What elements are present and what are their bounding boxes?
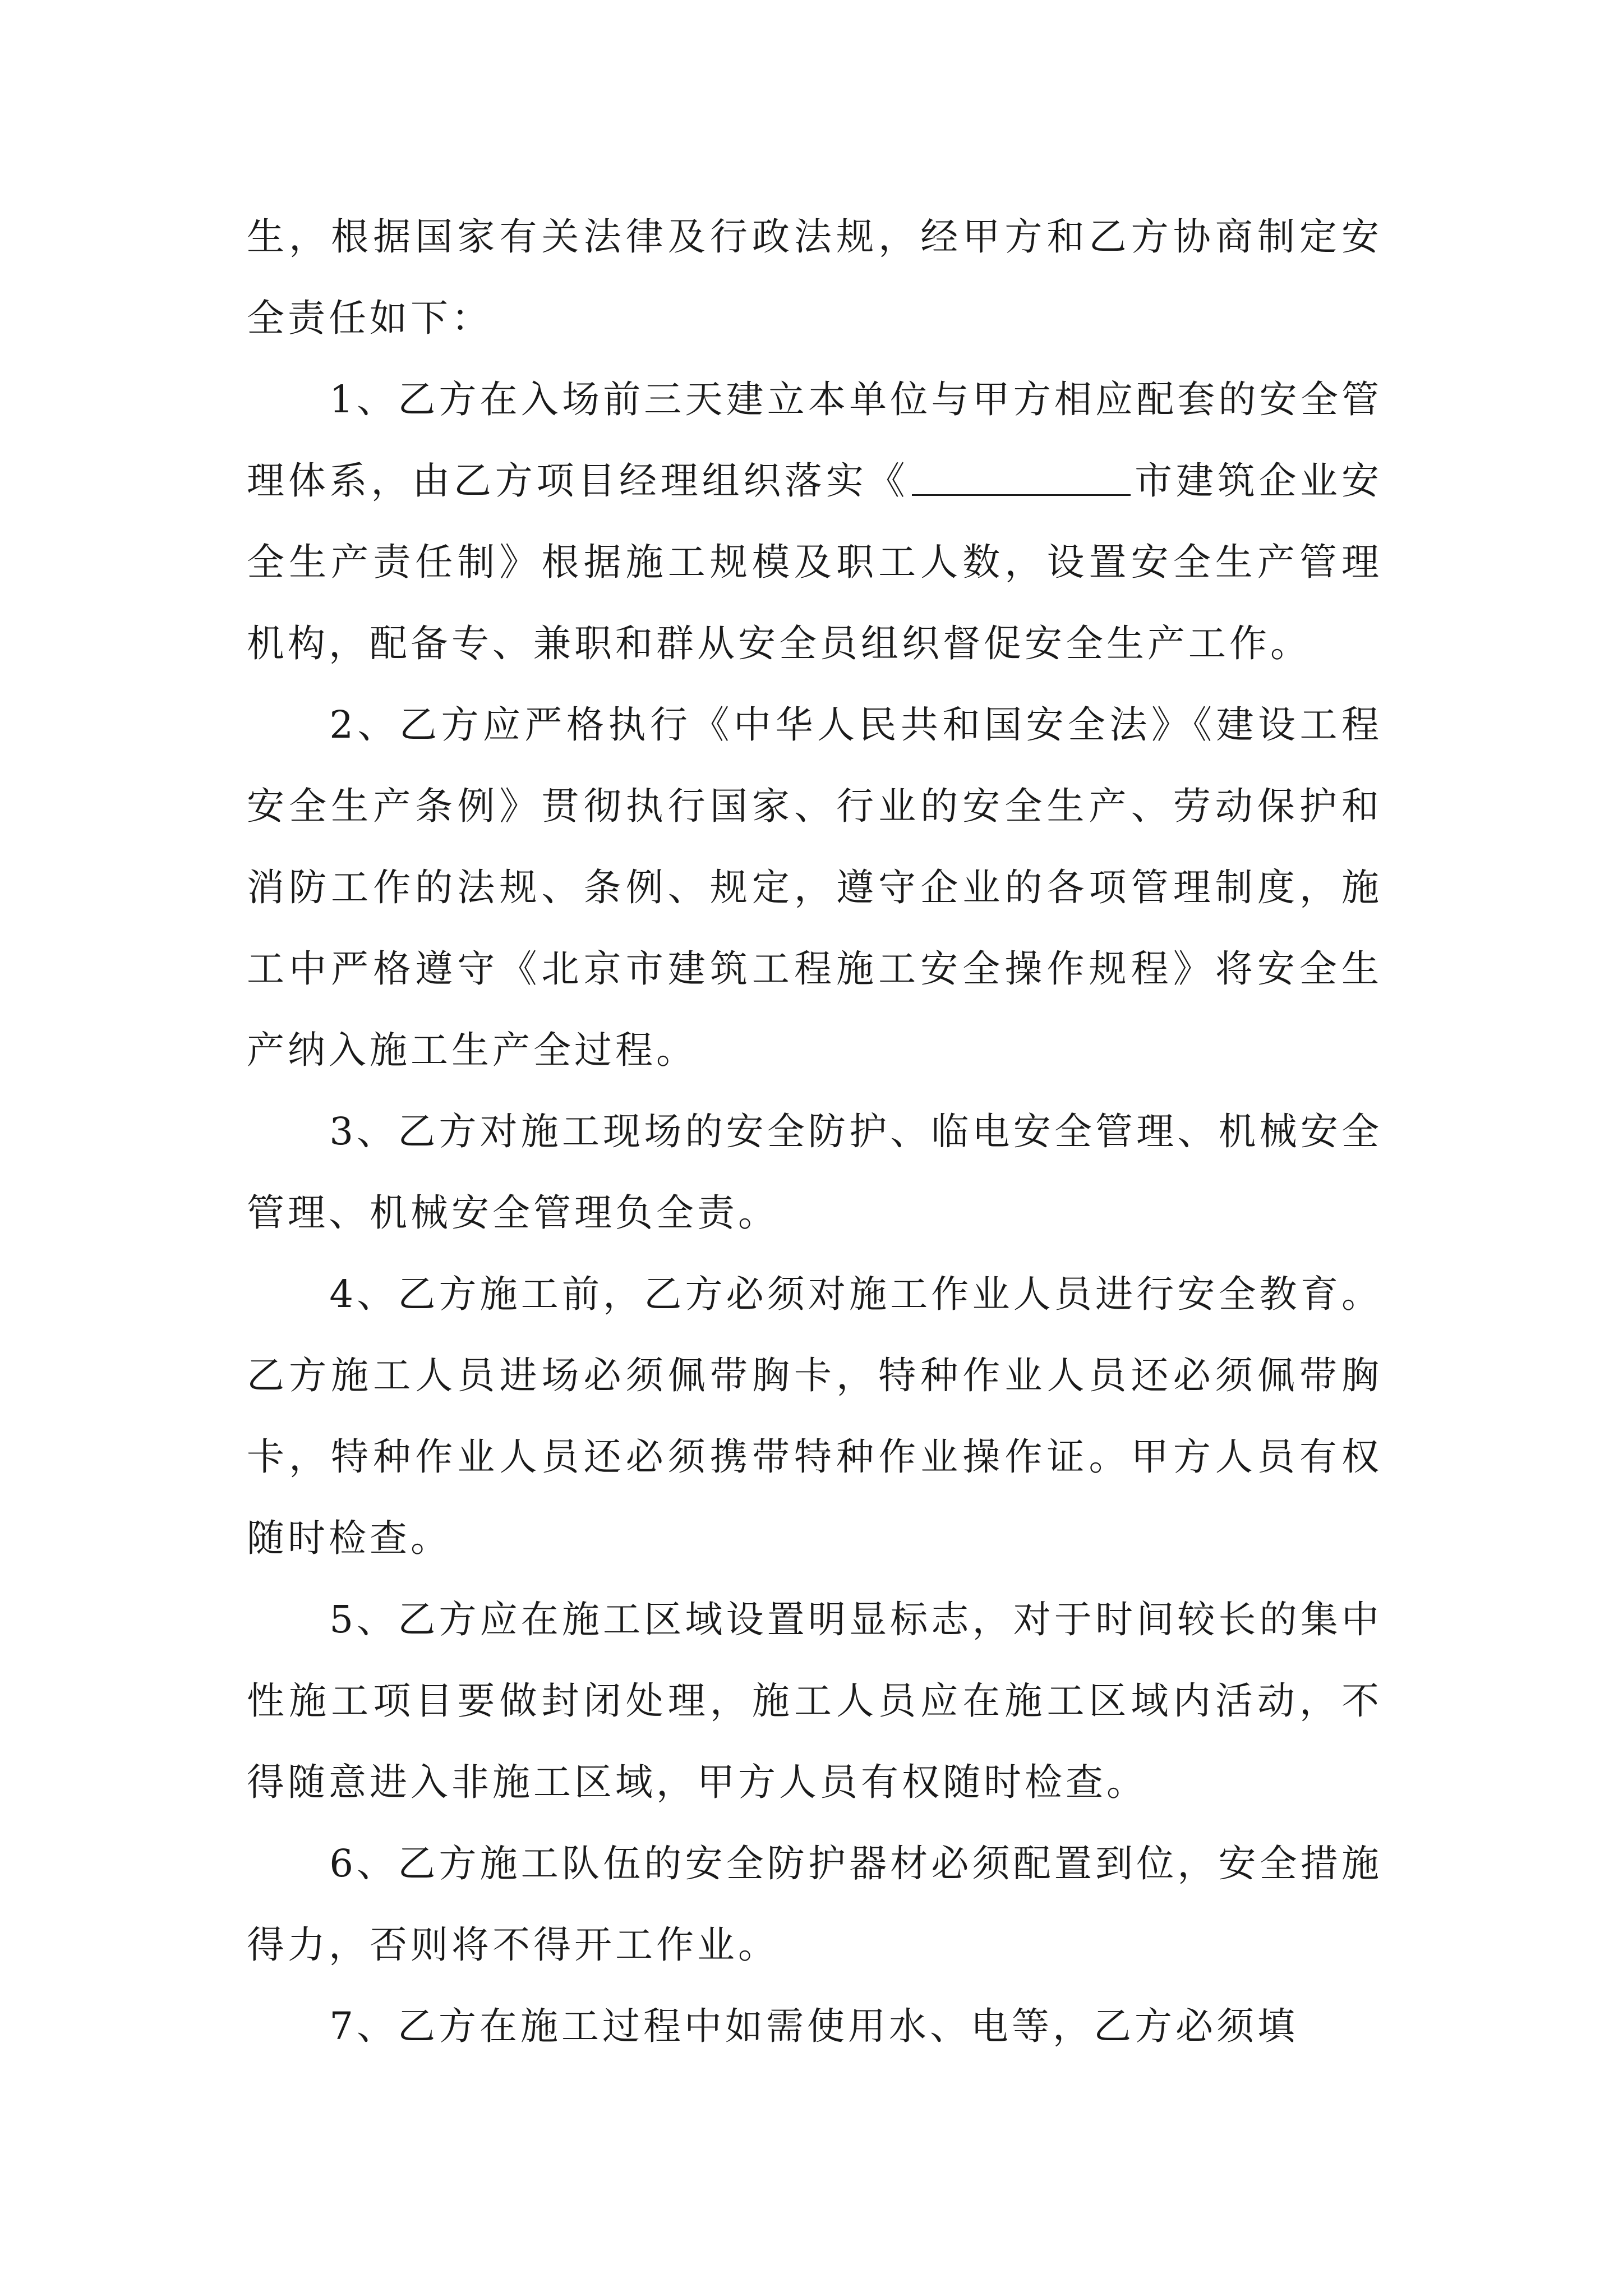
clause-1-text-after-blank: 市建筑企业安全生产责任制》根据施工规模及职工人数，设置安全生产管理机构，配备专、兼职和群从安全员组织督促安全生产工作。 — [247, 459, 1383, 665]
paragraph-clause-7: 7、乙方在施工过程中如需使用水、电等，乙方必须填 — [329, 2004, 1299, 2048]
paragraph-intro-continuation: 生，根据国家有关法律及行政法规，经甲方和乙方协商制定安全责任如下： — [247, 215, 1382, 340]
paragraph-clause-5: 5、乙方应在施工区域设置明显标志，对于时间较长的集中性施工项目要做封闭处理，施工人员应在施工区域内活动，不得随意进入非施工区域，甲方人员有权随时检查。 — [247, 1598, 1382, 1804]
paragraph-clause-2: 2、乙方应严格执行《中华人民共和国安全法》《建设工程安全生产条例》贯彻执行国家、行业的安全生产、劳动保护和消防工作的法规、条例、规定，遵守企业的各项管理制度，施工中严格遵守《北京市建筑工程施工安全操作规程》将安全生产纳入施工生产全过程。 — [247, 703, 1382, 1072]
paragraph-clause-1 — [247, 359, 1382, 684]
document-page — [247, 196, 1382, 2067]
clause-1-text-before-blank: 1、乙方在入场前三天建立本单位与甲方相应配套的安全管理体系，由乙方项目经理组织落实《 — [247, 378, 1382, 503]
paragraph-clause-4: 4、乙方施工前，乙方必须对施工作业人员进行安全教育。乙方施工人员进场必须佩带胸卡，特种作业人员还必须佩带胸卡，特种作业人员还必须携带特种作业操作证。甲方人员有权随时检查。 — [247, 1272, 1382, 1560]
fill-in-blank-city — [912, 461, 1131, 496]
paragraph-clause-6: 6、乙方施工队伍的安全防护器材必须配置到位，安全措施得力，否则将不得开工作业。 — [247, 1842, 1382, 1967]
paragraph-clause-3: 3、乙方对施工现场的安全防护、临电安全管理、机械安全管理、机械安全管理负全责。 — [247, 1110, 1382, 1235]
